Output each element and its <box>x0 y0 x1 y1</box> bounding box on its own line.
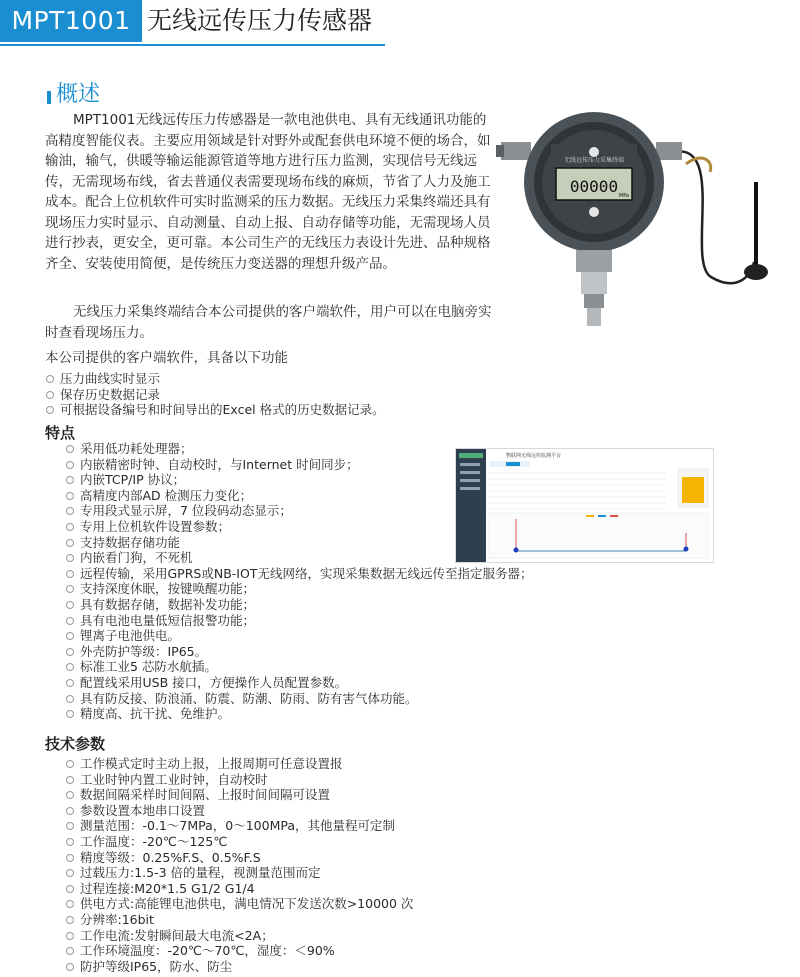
bullet-icon <box>66 807 74 815</box>
list-item-text: 分辨率:16bit <box>80 911 154 927</box>
list-item-text: 远程传输，采用GPRS或NB-IOT无线网络，实现采集数据无线远传至指定服务器； <box>80 565 533 581</box>
bullet-icon <box>66 570 74 578</box>
list-item-text: 内嵌精密时钟、自动校时，与Internet 时间同步； <box>80 456 359 472</box>
bullet-icon <box>66 900 74 908</box>
list-item-text: 工作电流:发射瞬间最大电流<2A； <box>80 927 274 943</box>
list-item <box>65 803 413 819</box>
list-item-text: 配置线采用USB 接口，方便操作人员配置参数。 <box>80 674 348 690</box>
list-item-text: 工作模式定时主动上报，上报周期可任意设置报 <box>80 756 343 771</box>
bullet-icon <box>66 648 74 656</box>
list-item <box>65 928 413 944</box>
software-title: 物联网无线远传监测平台 <box>506 453 562 459</box>
bullet-icon <box>66 523 74 531</box>
bullet-icon <box>46 391 54 399</box>
tech-title: 技术参数 <box>45 735 106 753</box>
list-item <box>65 597 532 613</box>
software-screenshot <box>455 448 714 563</box>
overview-paragraph-1 <box>45 110 495 274</box>
page-header <box>0 0 800 50</box>
bullet-icon <box>66 679 74 687</box>
device-display-reading: 00000 <box>569 177 619 196</box>
list-item-text: 内嵌看门狗，不死机 <box>80 550 193 566</box>
list-item <box>65 959 413 975</box>
bullet-icon <box>66 760 74 768</box>
list-item <box>65 881 413 897</box>
bullet-icon <box>66 916 74 924</box>
list-item <box>65 675 532 691</box>
list-item <box>65 787 413 803</box>
list-item-text: 标准工业5 芯防水航插。 <box>80 659 217 675</box>
list-item-text: 过载压力:1.5-3 倍的量程，视测量范围而定 <box>80 865 321 881</box>
list-item <box>65 865 413 881</box>
bullet-icon <box>66 554 74 562</box>
list-item <box>65 772 413 788</box>
list-item <box>65 628 532 644</box>
list-item-text: 工作温度：-20℃～125℃ <box>80 833 228 849</box>
list-item-text: 防护等级IP65，防水、防尘 <box>80 958 233 974</box>
list-item <box>65 644 532 660</box>
bullet-icon <box>66 854 74 862</box>
bullet-icon <box>66 695 74 703</box>
list-item-text: 参数设置本地串口设置 <box>80 802 206 818</box>
list-item-text: 支持数据存储功能 <box>80 534 181 550</box>
list-item-text: 可根据设备编号和时间导出的Excel 格式的历史数据记录。 <box>60 402 385 418</box>
list-item-text: 外壳防护等级：IP65。 <box>80 643 208 659</box>
svg-text:无线远传压力采集终端: 无线远传压力采集终端 <box>563 157 625 164</box>
bullet-icon <box>66 710 74 718</box>
device-display-unit: MPa <box>618 193 630 199</box>
list-item-text: 精度高、抗干扰、免维护。 <box>80 706 231 722</box>
bullet-icon <box>66 632 74 640</box>
list-item <box>65 706 532 722</box>
bullet-icon <box>66 791 74 799</box>
bullet-icon <box>66 869 74 877</box>
list-item-text: 过程连接:M20*1.5 G1/2 G1/4 <box>80 880 255 896</box>
bullet-icon <box>66 963 74 971</box>
bullet-icon <box>66 476 74 484</box>
client-software-list <box>45 371 385 418</box>
section-marker <box>47 91 51 104</box>
list-item <box>65 691 532 707</box>
list-item-text: 精度等级：0.25%F.S、0.5%F.S <box>80 849 261 865</box>
list-item <box>45 371 385 387</box>
bullet-icon <box>66 492 74 500</box>
list-item-text: 保存历史数据记录 <box>60 386 161 402</box>
list-item-text: 工作环境温度：-20℃～70℃，湿度：＜90% <box>80 943 335 959</box>
list-item <box>65 818 413 834</box>
overview-paragraph-1-text: MPT1001无线远传压力传感器是一款电池供电、具有无线通讯功能的高精度智能仪表。主要应用领域是针对野外或配套供电环境不便的场合，如输油，输气，供暖等输运能源管道等地方进行压力监测，实现信号无线远传，无需现场布线，省去普通仪表需要现场布线的麻烦，节省了人力及施工成本。配合上位机软件可实时监测采的压力数据。无线压力采集终端还具有现场压力实时显示、自动测量、自动上报、自动存储等功能，无需现场人员进行抄表，更安全，更可靠。本公司生产的无线压力表设计先进、品种规格齐全、安装使用简便，是传统压力变送器的理想升级产品。 <box>45 112 491 272</box>
list-item-text: 锂离子电池供电。 <box>80 628 181 644</box>
overview-title: 概述 <box>56 82 101 107</box>
bullet-icon <box>66 539 74 547</box>
bullet-icon <box>66 838 74 846</box>
list-item <box>65 756 413 772</box>
list-item <box>65 850 413 866</box>
bullet-icon <box>66 507 74 515</box>
list-item-text: 供电方式:高能锂电池供电，满电情况下发送次数>10000 次 <box>80 896 414 912</box>
list-item-text: 内嵌TCP/IP 协议； <box>80 472 186 488</box>
list-item-text: 专用段式显示屏，7 位段码动态显示； <box>80 503 292 519</box>
list-item <box>65 659 532 675</box>
bullet-icon <box>66 461 74 469</box>
bullet-icon <box>66 585 74 593</box>
bullet-icon <box>66 617 74 625</box>
overview-paragraph-2-text: 无线压力采集终端结合本公司提供的客户端软件，用户可以在电脑旁实时查看现场压力。 <box>45 304 492 341</box>
bullet-icon <box>66 932 74 940</box>
list-item-text: 高精度内部AD 检测压力变化； <box>80 487 253 503</box>
bullet-icon <box>66 601 74 609</box>
bullet-icon <box>46 375 54 383</box>
bullet-icon <box>66 822 74 830</box>
list-item <box>65 566 532 582</box>
list-item-text: 压力曲线实时显示 <box>60 371 161 386</box>
list-item <box>45 387 385 403</box>
list-item-text: 具有电池电量低短信报警功能； <box>80 612 256 628</box>
list-item-text: 具有数据存储，数据补发功能； <box>80 596 256 612</box>
bullet-icon <box>66 663 74 671</box>
list-item-text: 支持深度休眠，按键唤醒功能； <box>80 581 256 597</box>
tech-list <box>65 756 413 974</box>
list-item <box>65 896 413 912</box>
list-item <box>65 581 532 597</box>
client-software-intro: 本公司提供的客户端软件，具备以下功能 <box>45 350 288 366</box>
list-item <box>45 402 385 418</box>
list-item <box>65 943 413 959</box>
list-item-text: 工业时钟内置工业时钟，自动校时 <box>80 771 268 787</box>
bullet-icon <box>66 885 74 893</box>
page-title: 无线远传压力传感器 <box>147 6 373 35</box>
list-item <box>65 834 413 850</box>
list-item-text: 专用上位机软件设置参数； <box>80 518 231 534</box>
list-item <box>65 912 413 928</box>
header-underline <box>0 44 385 46</box>
bullet-icon <box>66 445 74 453</box>
list-item-text: 数据间隔采样时间间隔、上报时间间隔可设置 <box>80 787 331 803</box>
list-item-text: 测量范围：-0.1～7MPa，0～100MPa，其他量程可定制 <box>80 818 395 834</box>
bullet-icon <box>66 776 74 784</box>
model-badge: MPT1001 <box>0 0 142 42</box>
bullet-icon <box>46 406 54 414</box>
list-item <box>65 613 532 629</box>
bullet-icon <box>66 947 74 955</box>
device-photo <box>496 112 796 332</box>
features-title: 特点 <box>45 424 76 442</box>
list-item-text: 采用低功耗处理器； <box>80 441 193 456</box>
overview-paragraph-2 <box>45 302 495 343</box>
list-item-text: 具有防反接、防浪涌、防震、防潮、防雨、防有害气体功能。 <box>80 690 418 706</box>
